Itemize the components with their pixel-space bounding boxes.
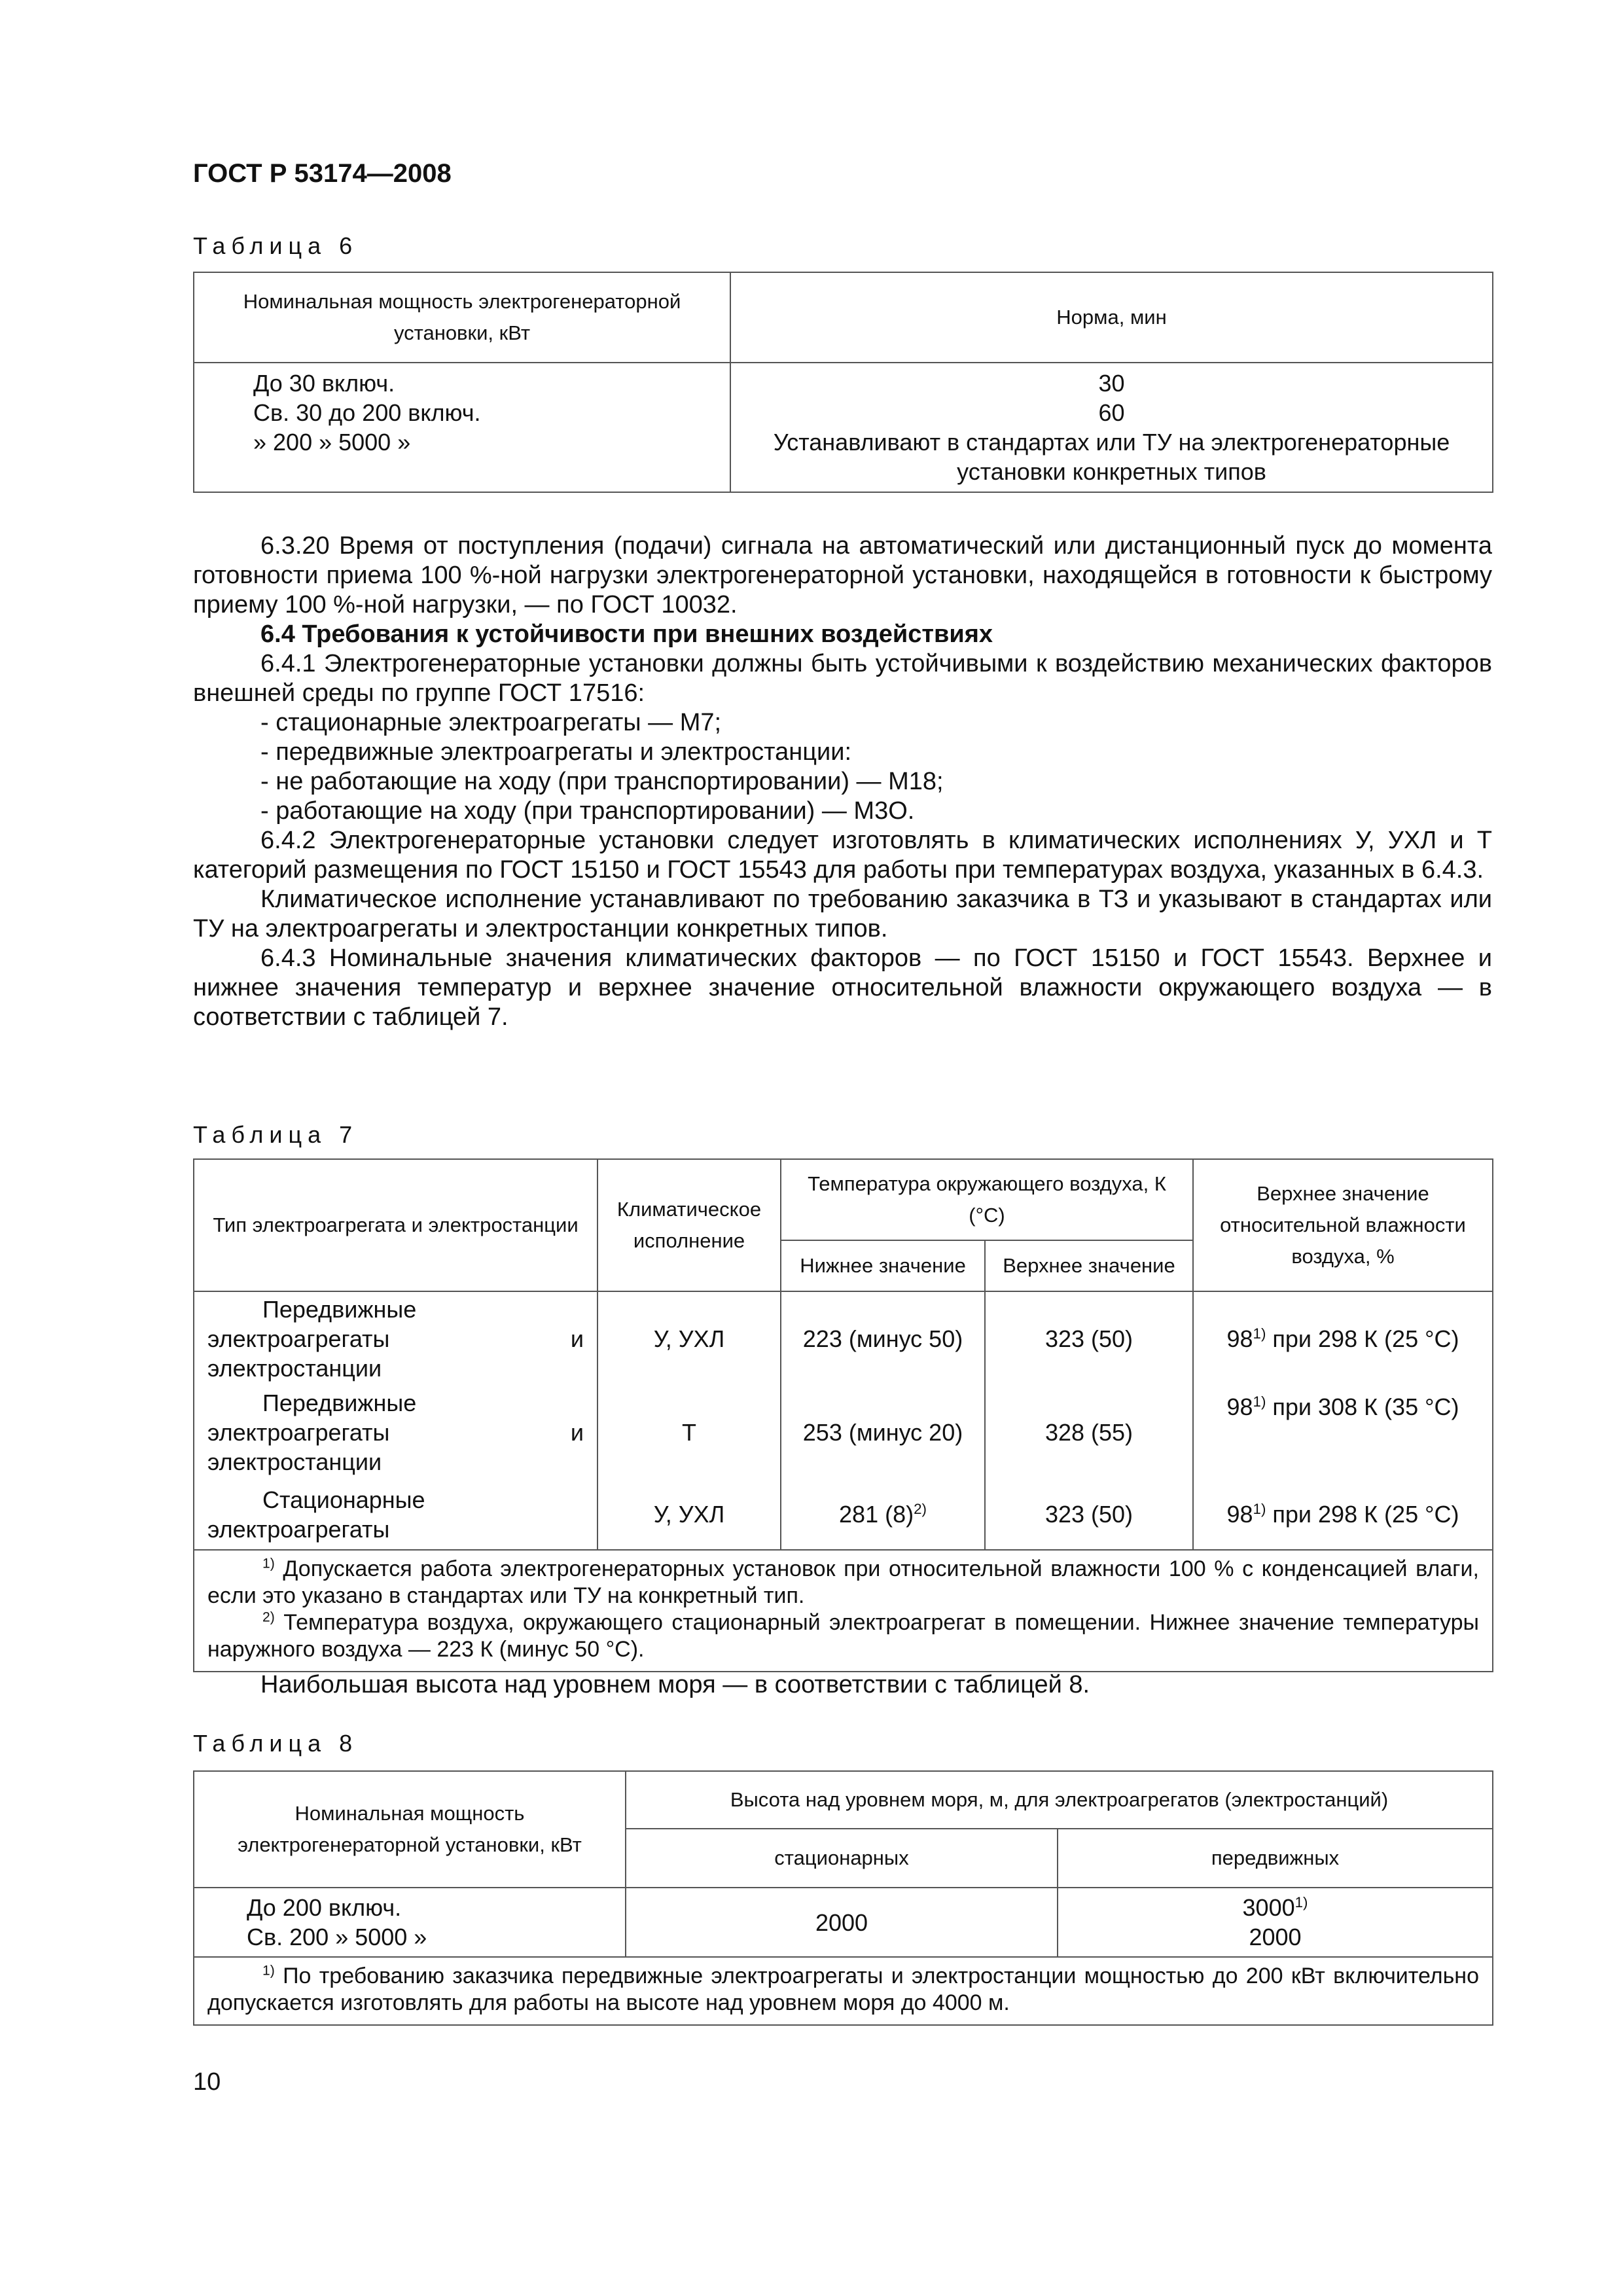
table6 — [193, 272, 1493, 493]
list-item: - не работающие на ходу (при транспортировании) — М18; — [260, 768, 944, 795]
page-number: 10 — [193, 2068, 221, 2096]
table7-caption: Таблица 7 — [193, 1121, 359, 1148]
table8-header-power: Номинальная мощность электрогенераторной установки, кВт — [194, 1771, 626, 1888]
table8-intro-text: Наибольшая высота над уровнем моря — в соответствии с таблицей 8. — [260, 1671, 1090, 1698]
table7-low-cell: 281 $(8)^{2)}$ — [781, 1479, 985, 1550]
table7-header-low: Нижнее значение — [781, 1240, 985, 1291]
table8-header-mobile: передвижных — [1058, 1829, 1493, 1888]
section-text — [193, 531, 1492, 1032]
list-item: - стационарные электроагрегаты — М7; — [260, 709, 722, 736]
table8 — [193, 1770, 1493, 2026]
table6-header-power: Номинальная мощность электрогенераторной установки, кВт — [194, 272, 730, 363]
table7-header-climate: Климатическое исполнение — [597, 1159, 781, 1291]
table7-humidity-cell: 98$^{1)}$ при 298 К (25 °С) — [1193, 1291, 1493, 1386]
table7-high-cell: 323 (50) — [985, 1291, 1193, 1386]
table7-high-cell: 328 (55) — [985, 1386, 1193, 1479]
table8-footnote — [194, 1957, 1493, 2025]
table6-header-norm: Норма, мин — [730, 272, 1493, 363]
table6-power-cell: До 30 включ. Св. 30 до 200 включ. » 200 » 5000 » — [194, 363, 730, 492]
table-row — [194, 1291, 1493, 1386]
table7-header-humidity: Верхнее значение относительной влажности воздуха, % — [1193, 1159, 1493, 1291]
paragraph-climate: Климатическое исполнение устанавливают по требованию заказчика в ТЗ и указывают в стандартах или ТУ на электроагрегаты и электростанции конкретных типов. — [193, 886, 1492, 942]
table8-header-stationary: стационарных — [626, 1829, 1058, 1888]
section-heading-6-4: 6.4 Требования к устойчивости при внешних воздействиях — [260, 620, 993, 648]
table7-humidity-cell: 98$^{1)}$ при 298 К (25 °С) — [1193, 1479, 1493, 1550]
table7-low-cell: 223 (минус 50) — [781, 1291, 985, 1386]
table8-mobile-cell: 3000$^{1)}$ 2000 — [1058, 1888, 1493, 1957]
table-row — [194, 1479, 1493, 1550]
table7 — [193, 1158, 1493, 1672]
list-item: - передвижные электроагрегаты и электростанции: — [260, 738, 852, 766]
table7-humidity-cell: 98$^{1)}$ при 308 К (35 °С) — [1193, 1386, 1493, 1479]
list-item: - работающие на ходу (при транспортировании) — М3О. — [260, 797, 915, 825]
table7-type-cell: Передвижные электроагрегаты и электростанции — [194, 1386, 597, 1479]
table7-high-cell: 323 (50) — [985, 1479, 1193, 1550]
table-row — [194, 1888, 1493, 1957]
paragraph-6-4-1: 6.4.1 Электрогенераторные установки должны быть устойчивыми к воздействию механических факторов внешней среды по группе ГОСТ 17516: — [193, 650, 1492, 707]
footnote: $^{1)}$ Допускается работа электрогенераторных установок при относительной влажности 100 % с конденсацией влаги, если это указано в стандартах или ТУ на конкретный тип. — [207, 1556, 1479, 1608]
table7-type-cell: Передвижные электроагрегаты и электростанции — [194, 1291, 597, 1386]
table7-header-type: Тип электроагрегата и электростанции — [194, 1159, 597, 1291]
paragraph-6-4-2: 6.4.2 Электрогенераторные установки следует изготовлять в климатических исполнениях У, УХЛ и Т категорий размещения по ГОСТ 15150 и ГОСТ 15543 для работы при температурах воздуха, указанных в 6.4.3. — [193, 827, 1492, 884]
table8-header-height: Высота над уровнем моря, м, для электроагрегатов (электростанций) — [626, 1771, 1493, 1829]
table8-caption: Таблица 8 — [193, 1730, 359, 1757]
table7-low-cell: 253 (минус 20) — [781, 1386, 985, 1479]
table7-header-temperature: Температура окружающего воздуха, К (°С) — [781, 1159, 1193, 1240]
document-header: ГОСТ Р 53174—2008 — [193, 159, 452, 188]
table-row — [194, 1386, 1493, 1479]
paragraph-6-4-3: 6.4.3 Номинальные значения климатических факторов — по ГОСТ 15150 и ГОСТ 15543. Верхнее и нижнее значения температур и верхнее значение относительной влажности окружающего воздуха — в соответствии с таблицей 7. — [193, 944, 1492, 1031]
table7-footnotes — [194, 1550, 1493, 1672]
table7-climate-cell: Т — [597, 1386, 781, 1479]
table7-climate-cell: У, УХЛ — [597, 1479, 781, 1550]
footnote: $^{2)}$ Температура воздуха, окружающего стационарный электроагрегат в помещении. Нижнее значение температуры наружного воздуха — 223 К (минус 50 °С). — [207, 1609, 1479, 1662]
table7-climate-cell: У, УХЛ — [597, 1291, 781, 1386]
table6-norm-cell: 30 60 Устанавливают в стандартах или ТУ на электрогенераторные установки конкретных типов — [730, 363, 1493, 492]
table7-header-high: Верхнее значение — [985, 1240, 1193, 1291]
table6-caption: Таблица 6 — [193, 232, 359, 259]
table8-stationary-cell: 2000 — [626, 1888, 1058, 1957]
paragraph-6-3-20: 6.3.20 Время от поступления (подачи) сигнала на автоматический или дистанционный пуск до момента готовности приема 100 %-ной нагрузки электрогенераторной установки, находящейся в готовности к быстрому приему 100 %-ной нагрузки, — по ГОСТ 10032. — [193, 532, 1492, 619]
footnote: $^{1)}$ По требованию заказчика передвижные электроагрегаты и электростанции мощностью до 200 кВт включительно допускается изготовлять для работы на высоте над уровнем моря до 4000 м. — [207, 1963, 1479, 2015]
table8-power-cell: До 200 включ. Св. 200 » 5000 » — [194, 1888, 626, 1957]
table7-type-cell: Стационарные электроагрегаты — [194, 1479, 597, 1550]
